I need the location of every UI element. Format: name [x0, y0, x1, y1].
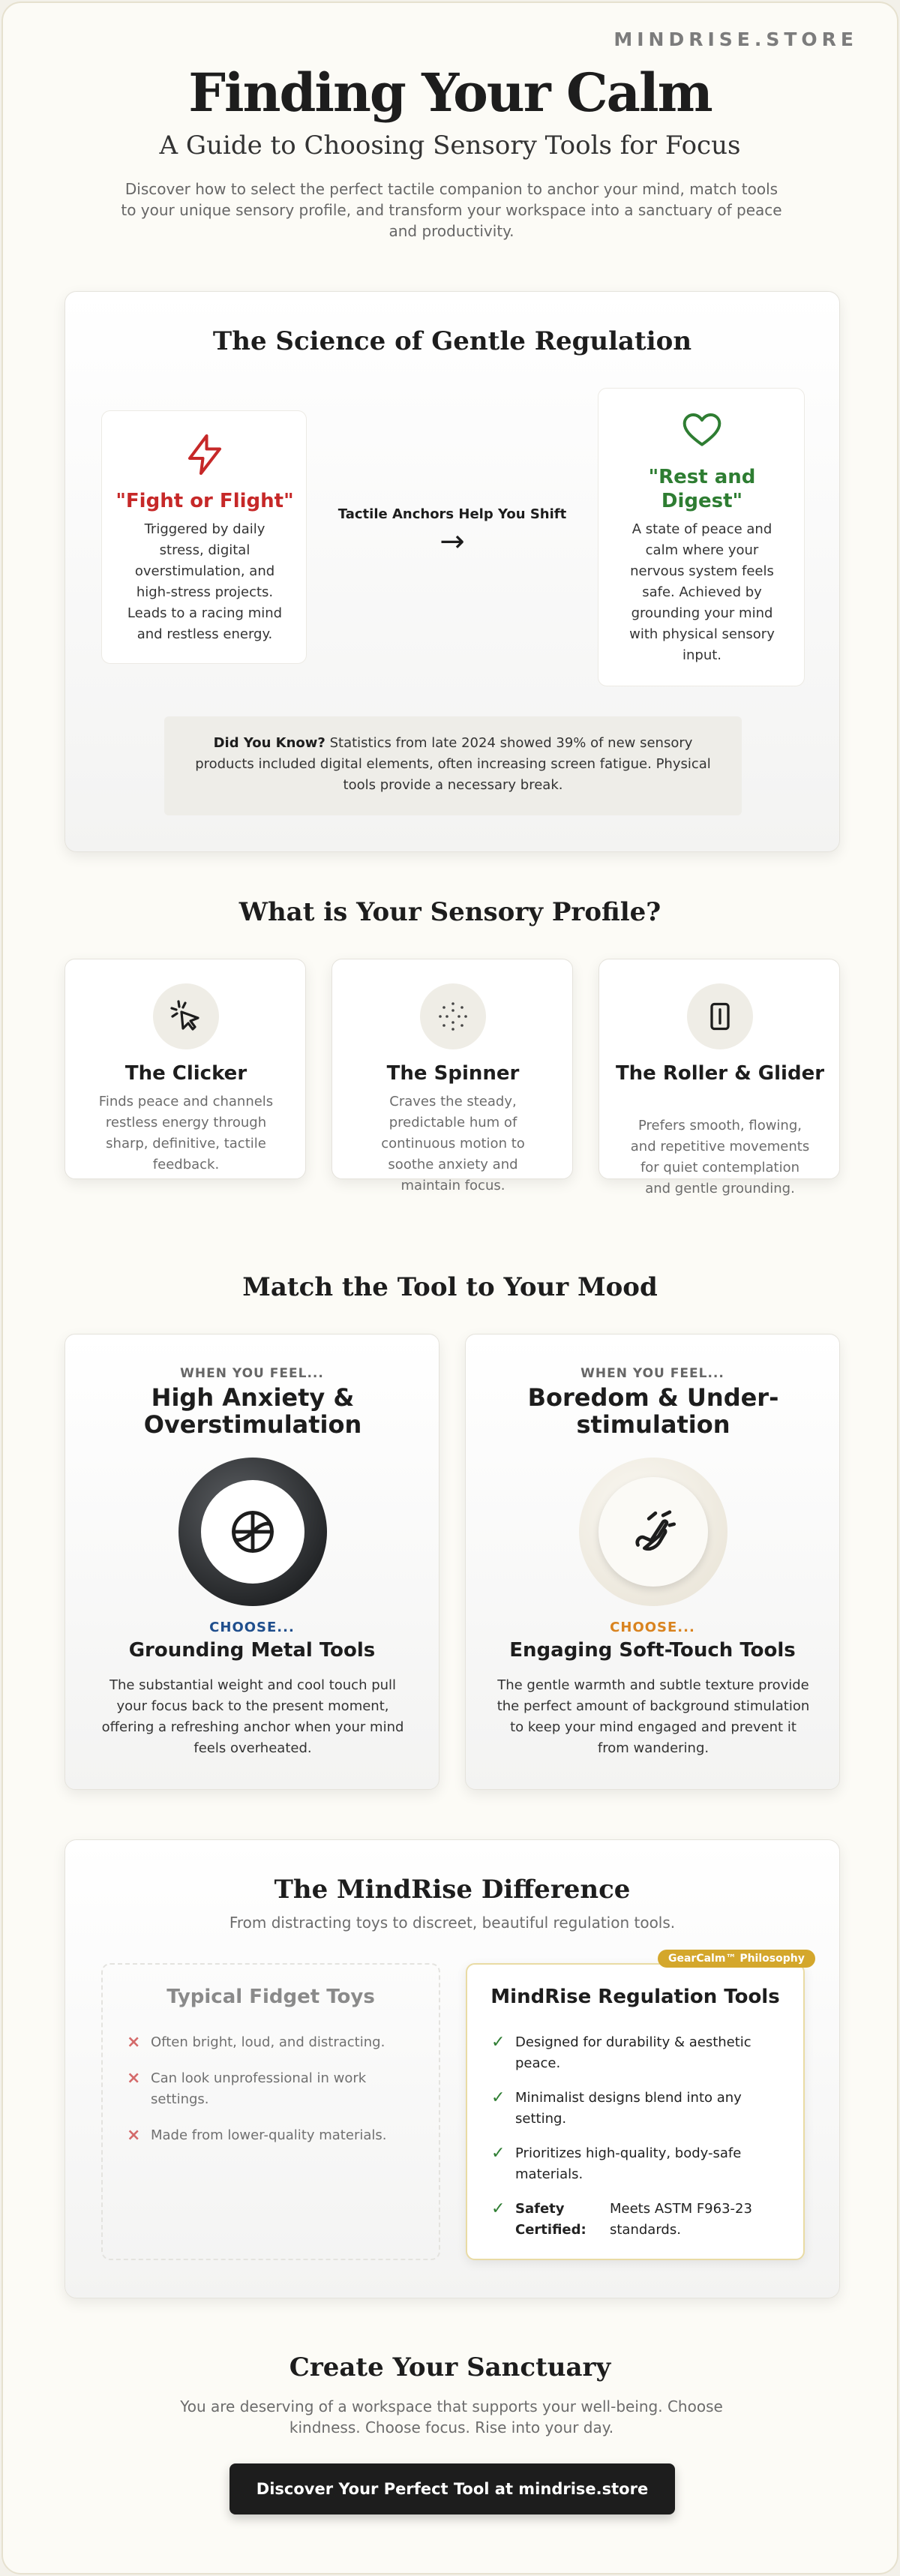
rest-description: A state of peace and calm where your nervous system feels safe. Achieved by grounding your mind with physical sensory input. — [629, 521, 775, 663]
tool-title: Engaging Soft-Touch Tools — [509, 1639, 796, 1662]
typical-fidget-toys-column — [101, 1963, 440, 2260]
science-title: The Science of Gentle Regulation — [212, 326, 692, 356]
x-mark-icon: × — [127, 2033, 141, 2052]
list-item: ✓ Prioritizes high-quality, body-safe materials. — [491, 2144, 742, 2182]
heart-icon — [681, 410, 723, 452]
page — [2, 2, 898, 2574]
safety-text: Meets ASTM F963-23 standards. — [610, 2201, 752, 2238]
did-you-know-label: Did You Know? — [213, 735, 326, 751]
tool-title: Grounding Metal Tools — [128, 1639, 376, 1662]
choose-label: CHOOSE... — [209, 1620, 295, 1635]
feeling-title: High Anxiety & Overstimulation — [143, 1383, 362, 1439]
roller-icon — [687, 983, 753, 1049]
when-you-feel-label: WHEN YOU FEEL... — [180, 1366, 324, 1381]
choose-label: CHOOSE... — [610, 1620, 695, 1635]
mindrise-title: MindRise Regulation Tools — [490, 1986, 780, 2008]
profile-card-description: Finds peace and channels restless energy through sharp, definitive, tactile feedback. — [98, 1094, 274, 1172]
lightning-icon — [182, 432, 227, 477]
profile-card-description: Prefers smooth, flowing, and repetitive movements for quiet contemplation and gentle grounding. — [630, 1118, 810, 1196]
profile-card-title: The Spinner — [386, 1062, 520, 1085]
metal-spinner-icon — [201, 1480, 304, 1584]
fight-description: Triggered by daily stress, digital overstimulation, and high-stress projects. Leads to a racing mind and restless energy. — [127, 521, 283, 642]
check-icon: ✓ — [491, 2033, 506, 2052]
profile-card-title: The Roller & Glider — [615, 1062, 825, 1085]
difference-title: The MindRise Difference — [274, 1875, 631, 1905]
mood-title: Match the Tool to Your Mood — [242, 1272, 658, 1302]
page-description: Discover how to select the perfect tactile companion to anchor your mind, match tools to your unique sensory profile, and transform your workspace into a sanctuary of peace and productivity. — [121, 180, 782, 240]
science-section — [64, 291, 840, 852]
profile-card-clicker[interactable] — [64, 959, 306, 1179]
profile-card-title: The Clicker — [124, 1062, 248, 1085]
check-icon: ✓ — [491, 2088, 506, 2107]
rest-title: "Rest and Digest" — [648, 466, 756, 512]
did-you-know-text: Statistics from late 2024 showed 39% of new sensory products included digital elements, often increasing screen fatigue. Physical tools provide a necessary break. — [195, 735, 711, 793]
feeling-title: Boredom & Under-stimulation — [527, 1383, 779, 1439]
check-icon: ✓ — [491, 2144, 506, 2163]
difference-subtitle: From distracting toys to discreet, beautiful regulation tools. — [229, 1914, 676, 1932]
check-icon: ✓ — [491, 2199, 506, 2218]
x-mark-icon: × — [127, 2126, 141, 2145]
did-you-know-callout — [164, 716, 742, 815]
list-item: × Often bright, loud, and distracting. — [127, 2033, 386, 2052]
page-title: Finding Your Calm — [188, 62, 712, 124]
list-item: ✓ Minimalist designs blend into any setting. — [491, 2088, 742, 2127]
difference-section — [64, 1839, 840, 2298]
profile-card-description: Craves the steady, predictable hum of continuous motion to soothe anxiety and maintain focus. — [381, 1094, 525, 1193]
discover-tool-button[interactable]: Discover Your Perfect Tool at mindrise.store — [230, 2463, 675, 2514]
typical-title: Typical Fidget Toys — [166, 1986, 375, 2008]
sanctuary-title: Create Your Sanctuary — [289, 2352, 611, 2382]
when-you-feel-label: WHEN YOU FEEL... — [580, 1366, 724, 1381]
fight-title: "Fight or Flight" — [116, 490, 294, 512]
soft-touch-ring — [579, 1458, 728, 1606]
fight-or-flight-card — [101, 410, 307, 664]
cursor-click-icon — [153, 983, 219, 1049]
page-subtitle: A Guide to Choosing Sensory Tools for Focus — [159, 131, 741, 161]
profile-title: What is Your Sensory Profile? — [238, 897, 662, 927]
spinner-dots-icon — [420, 983, 486, 1049]
sanctuary-description: You are deserving of a workspace that supports your well-being. Choose kindness. Choose focus. Rise into your day. — [180, 2397, 723, 2436]
list-item: × Can look unprofessional in work settings. — [127, 2069, 367, 2107]
arrow-right-icon: → — [440, 524, 465, 559]
metal-ring — [178, 1458, 327, 1606]
profile-card-roller-glider[interactable] — [598, 959, 840, 1196]
brand-logo-text[interactable]: MINDRISE.STORE — [614, 29, 858, 50]
tool-description: The gentle warmth and subtle texture provide the perfect amount of background stimulation to keep your mind engaged and prevent it from wandering. — [496, 1677, 810, 1756]
hand-touch-icon — [598, 1477, 708, 1587]
mood-card-boredom — [465, 1334, 840, 1790]
philosophy-badge: GearCalm™ Philosophy — [658, 1950, 815, 1968]
list-item: ✓ Designed for durability & aesthetic peace. — [491, 2033, 752, 2071]
rest-and-digest-card — [598, 388, 805, 686]
x-mark-icon: × — [127, 2069, 141, 2088]
mood-card-anxiety — [64, 1334, 440, 1790]
list-item: × Made from lower-quality materials. — [127, 2126, 387, 2145]
mindrise-tools-column — [466, 1963, 805, 2260]
shift-label: Tactile Anchors Help You Shift — [338, 506, 567, 522]
safety-label: Safety Certified: — [515, 2201, 586, 2238]
profile-card-spinner[interactable] — [332, 959, 573, 1193]
tool-description: The substantial weight and cool touch pull your focus back to the present moment, offering a refreshing anchor when your mind feels overheated. — [101, 1677, 404, 1756]
